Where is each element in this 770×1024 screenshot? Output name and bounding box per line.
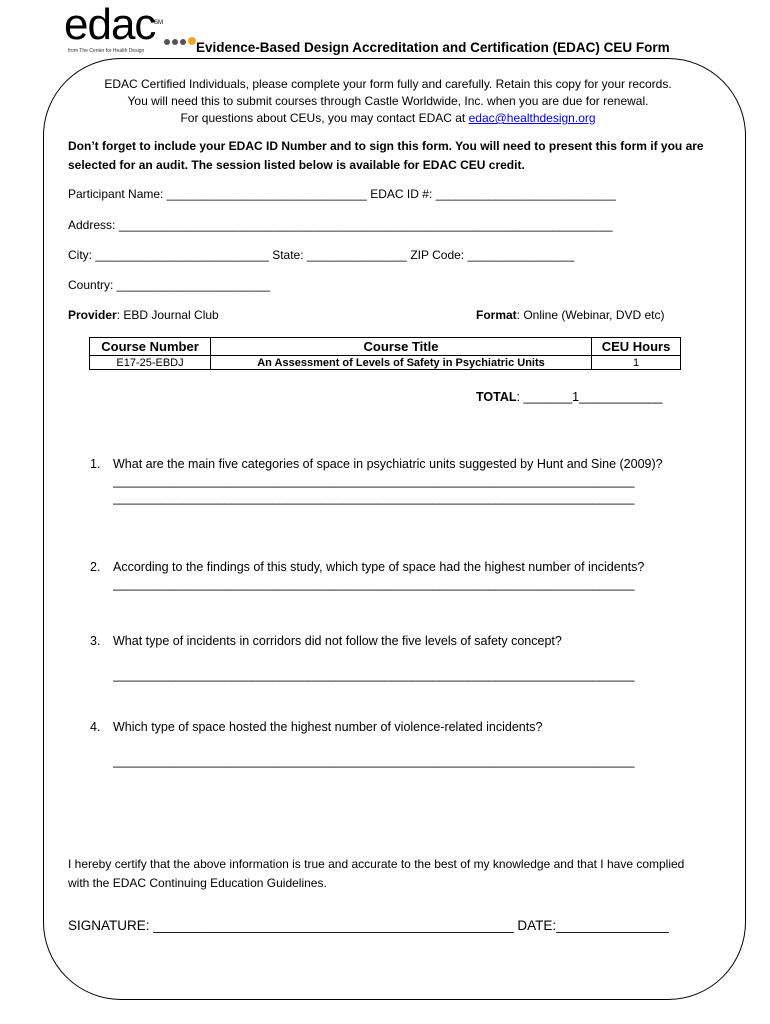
course-title-cell: An Assessment of Levels of Safety in Psychiatric Units [211,356,592,370]
answer-line[interactable]: ___________________________________________________________________________ [113,668,635,682]
total-value: : _______1____________ [516,390,663,404]
logo-dot [180,39,186,45]
header-course-title: Course Title [211,338,592,356]
question-text: What are the main five categories of space in psychiatric units suggested by Hunt and Sine (2009)? [113,457,663,471]
header-course-number: Course Number [90,338,211,356]
intro-line-1: EDAC Certified Individuals, please complete your form fully and carefully. Retain this copy for your records. [104,77,672,91]
total-label: TOTAL [476,390,517,404]
question-text: Which type of space hosted the highest number of violence-related incidents? [113,720,543,734]
logo-dot [164,39,170,45]
intro-line-2: You will need this to submit courses through Castle Worldwide, Inc. when you are due for renewal. [127,94,649,108]
total-line [476,390,663,404]
logo-dot [172,39,178,45]
logo-wordmark: edac [64,0,156,49]
email-link[interactable]: edac@healthdesign.org [468,111,596,125]
question-text: What type of incidents in corridors did not follow the five levels of safety concept? [113,634,562,648]
certification-statement: I hereby certify that the above information is true and accurate to the best of my knowledge and that I have complied with the EDAC Continuing Education Guidelines. [68,857,685,890]
edac-logo [64,0,194,60]
question-number: 3. [90,634,101,648]
intro-line-3-prefix: For questions about CEUs, you may contact EDAC at [180,111,469,125]
answer-line[interactable]: ___________________________________________________________________________ [113,754,635,768]
intro-line-3 [70,110,706,127]
table-row [90,356,681,370]
logo-dot-accent [188,37,196,45]
question-4 [90,719,702,770]
format-value: : Online (Webinar, DVD etc) [516,308,665,322]
format-line [476,308,665,322]
course-number-cell: E17-25-EBDJ [90,356,211,370]
address-field[interactable]: Address: __________________________________________________________________________ [68,218,613,232]
audit-notice: Don’t forget to include your EDAC ID Number and to sign this form. You will need to present this form if you are selected for an audit. The session listed below is available for EDAC CEU credit. [68,139,704,172]
country-field[interactable]: Country: _______________________ [68,278,271,292]
ceu-hours-cell: 1 [592,356,681,370]
answer-line[interactable]: ___________________________________________________________________________ [113,577,635,591]
question-number: 2. [90,560,101,574]
city-state-zip-field[interactable]: City: __________________________ State: _______________ ZIP Code: ________________ [68,248,575,262]
question-1 [90,456,702,507]
provider-value: : EBD Journal Club [116,308,219,322]
logo-tagline: from The Center for Health Design [68,48,145,54]
provider-line [68,308,219,322]
question-number: 1. [90,457,101,471]
question-3 [90,633,702,684]
participant-name-field[interactable]: Participant Name: ______________________________ EDAC ID #: ___________________________ [68,187,616,201]
provider-label: Provider [68,308,117,322]
logo-trademark: SM [154,20,163,26]
intro-text [70,76,706,127]
form-title: Evidence-Based Design Accreditation and Certification (EDAC) CEU Form [196,40,670,55]
header-ceu-hours: CEU Hours [592,338,681,356]
answer-line[interactable]: ___________________________________________________________________________ [113,474,635,488]
question-number: 4. [90,720,101,734]
signature-date-line[interactable]: SIGNATURE: ________________________________________________ DATE:_______________ [68,918,669,933]
question-2 [90,559,702,593]
course-table-header [90,338,681,356]
format-label: Format [476,308,517,322]
question-text: According to the findings of this study, which type of space had the highest number of incidents? [113,560,645,574]
answer-line[interactable]: ___________________________________________________________________________ [113,491,635,505]
course-table [89,337,681,370]
